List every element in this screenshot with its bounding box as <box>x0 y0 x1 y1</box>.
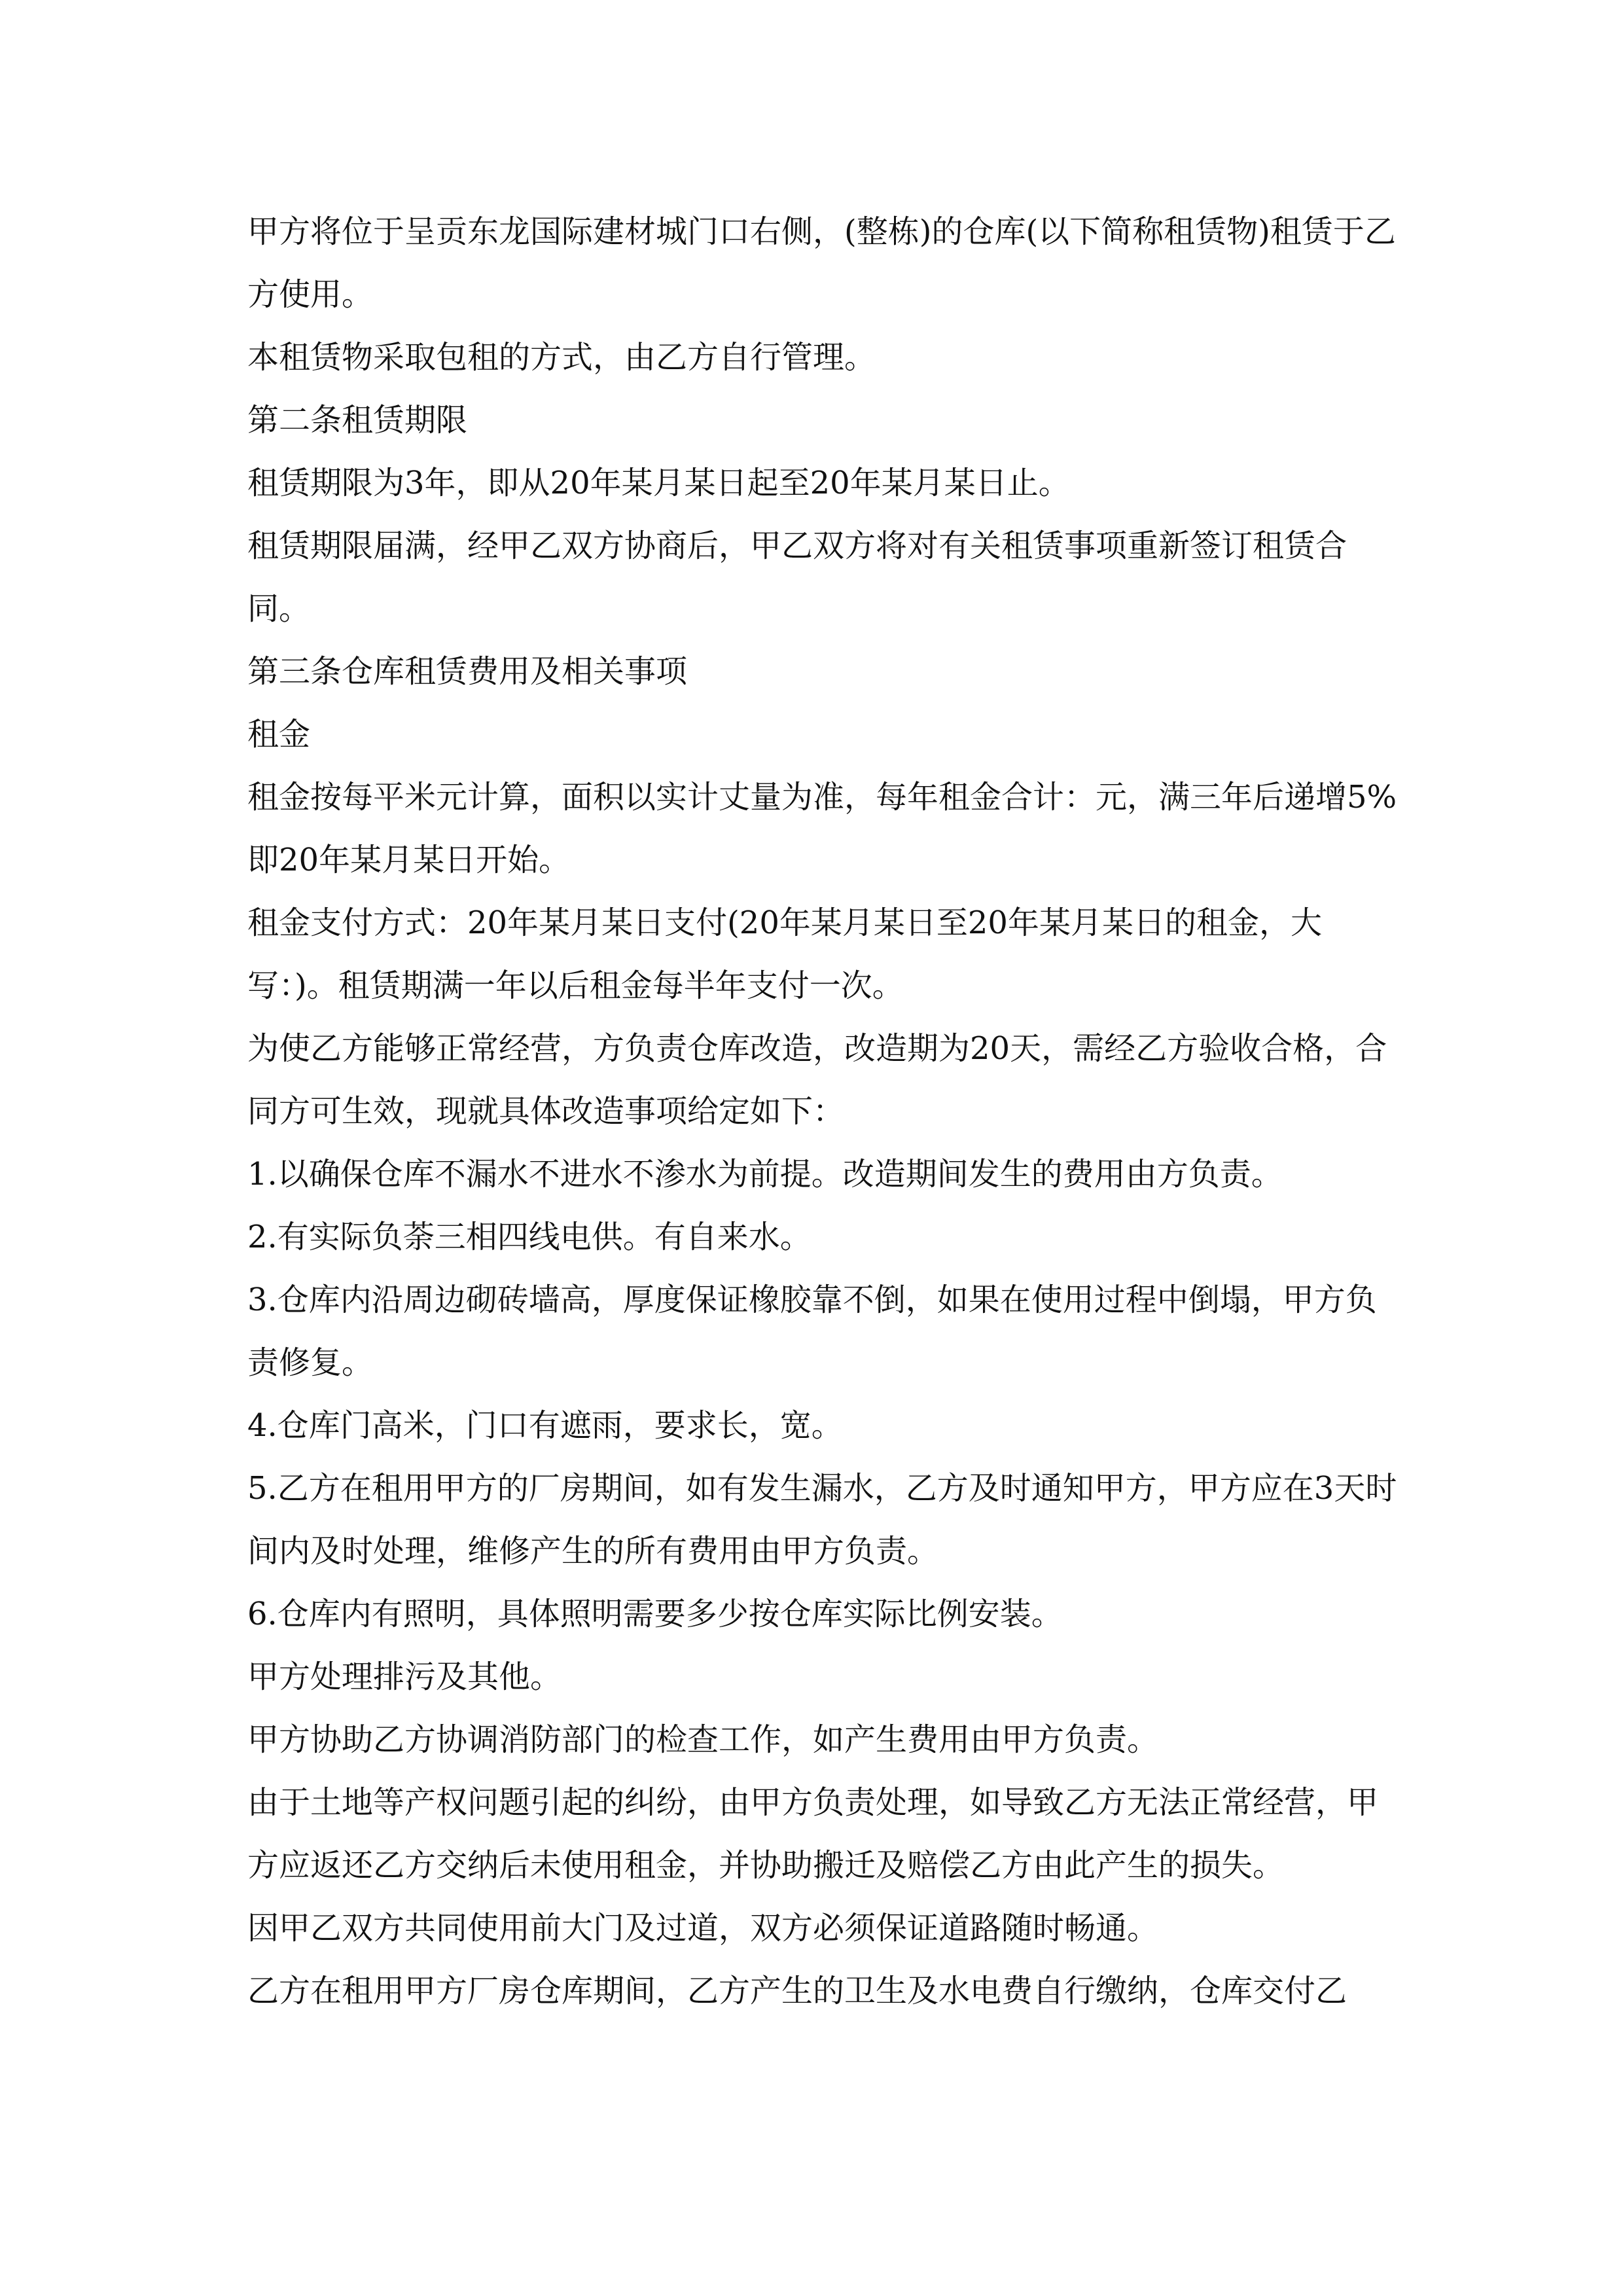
paragraph-shared-access: 因甲乙双方共同使用前大门及过道，双方必须保证道路随时畅通。 <box>247 1910 1159 1946</box>
paragraph-renovation: 为使乙方能够正常经营，方负责仓库改造，改造期为20天，需经乙方验收合格，合同方可生效，现就具体改造事项给定如下： <box>247 1030 1387 1130</box>
list-item-5: 5.乙方在租用甲方的厂房期间，如有发生漏水，乙方及时通知甲方，甲方应在3天时间内及时处理，维修产生的所有费用由甲方负责。 <box>247 1470 1397 1570</box>
list-item-6: 6.仓库内有照明，具体照明需要多少按仓库实际比例安装。 <box>247 1596 1063 1632</box>
list-item-2: 2.有实际负荼三相四线电供。有自来水。 <box>247 1219 812 1255</box>
document-body <box>247 200 1399 2022</box>
subheading-rent: 租金 <box>247 716 311 753</box>
list-item-4: 4.仓库门高米，门口有遮雨，要求长，宽。 <box>247 1407 843 1444</box>
paragraph-lease-management: 本租赁物采取包租的方式，由乙方自行管理。 <box>247 339 876 376</box>
paragraph-lease-renewal: 租赁期限届满，经甲乙双方协商后，甲乙双方将对有关租赁事项重新签订租赁合同。 <box>247 528 1347 627</box>
paragraph-sewage: 甲方处理排污及其他。 <box>247 1659 562 1695</box>
paragraph-fire-inspection: 甲方协助乙方协调消防部门的检查工作，如产生费用由甲方负责。 <box>247 1721 1159 1758</box>
section-heading-lease-fees: 第三条仓库租赁费用及相关事项 <box>247 653 688 690</box>
paragraph-lease-object: 甲方将位于呈贡东龙国际建材城门口右侧，(整栋)的仓库(以下简称租赁物)租赁于乙方使用。 <box>247 213 1396 313</box>
list-item-1: 1.以确保仓库不漏水不进水不渗水为前提。改造期间发生的费用由方负责。 <box>247 1156 1283 1193</box>
paragraph-rent-calculation: 租金按每平米元计算，面积以实计丈量为准，每年租金合计：元，满三年后递增5%即20年某月某日开始。 <box>247 779 1397 878</box>
list-item-3: 3.仓库内沿周边砌砖墙高，厚度保证橡胶靠不倒，如果在使用过程中倒塌，甲方负责修复。 <box>247 1282 1377 1381</box>
paragraph-utilities: 乙方在租用甲方厂房仓库期间，乙方产生的卫生及水电费自行缴纳，仓库交付乙 <box>247 1973 1347 2009</box>
paragraph-lease-period: 租赁期限为3年，即从20年某月某日起至20年某月某日止。 <box>247 465 1070 501</box>
paragraph-rent-payment: 租金支付方式：20年某月某日支付(20年某月某日至20年某月某日的租金，大写：)。租赁期满一年以后租金每半年支付一次。 <box>247 905 1322 1004</box>
paragraph-property-dispute: 由于土地等产权问题引起的纠纷，由甲方负责处理，如导致乙方无法正常经营，甲方应返还乙方交纳后未使用租金，并协助搬迁及赔偿乙方由此产生的损失。 <box>247 1784 1379 1884</box>
section-heading-lease-term: 第二条租赁期限 <box>247 402 468 439</box>
